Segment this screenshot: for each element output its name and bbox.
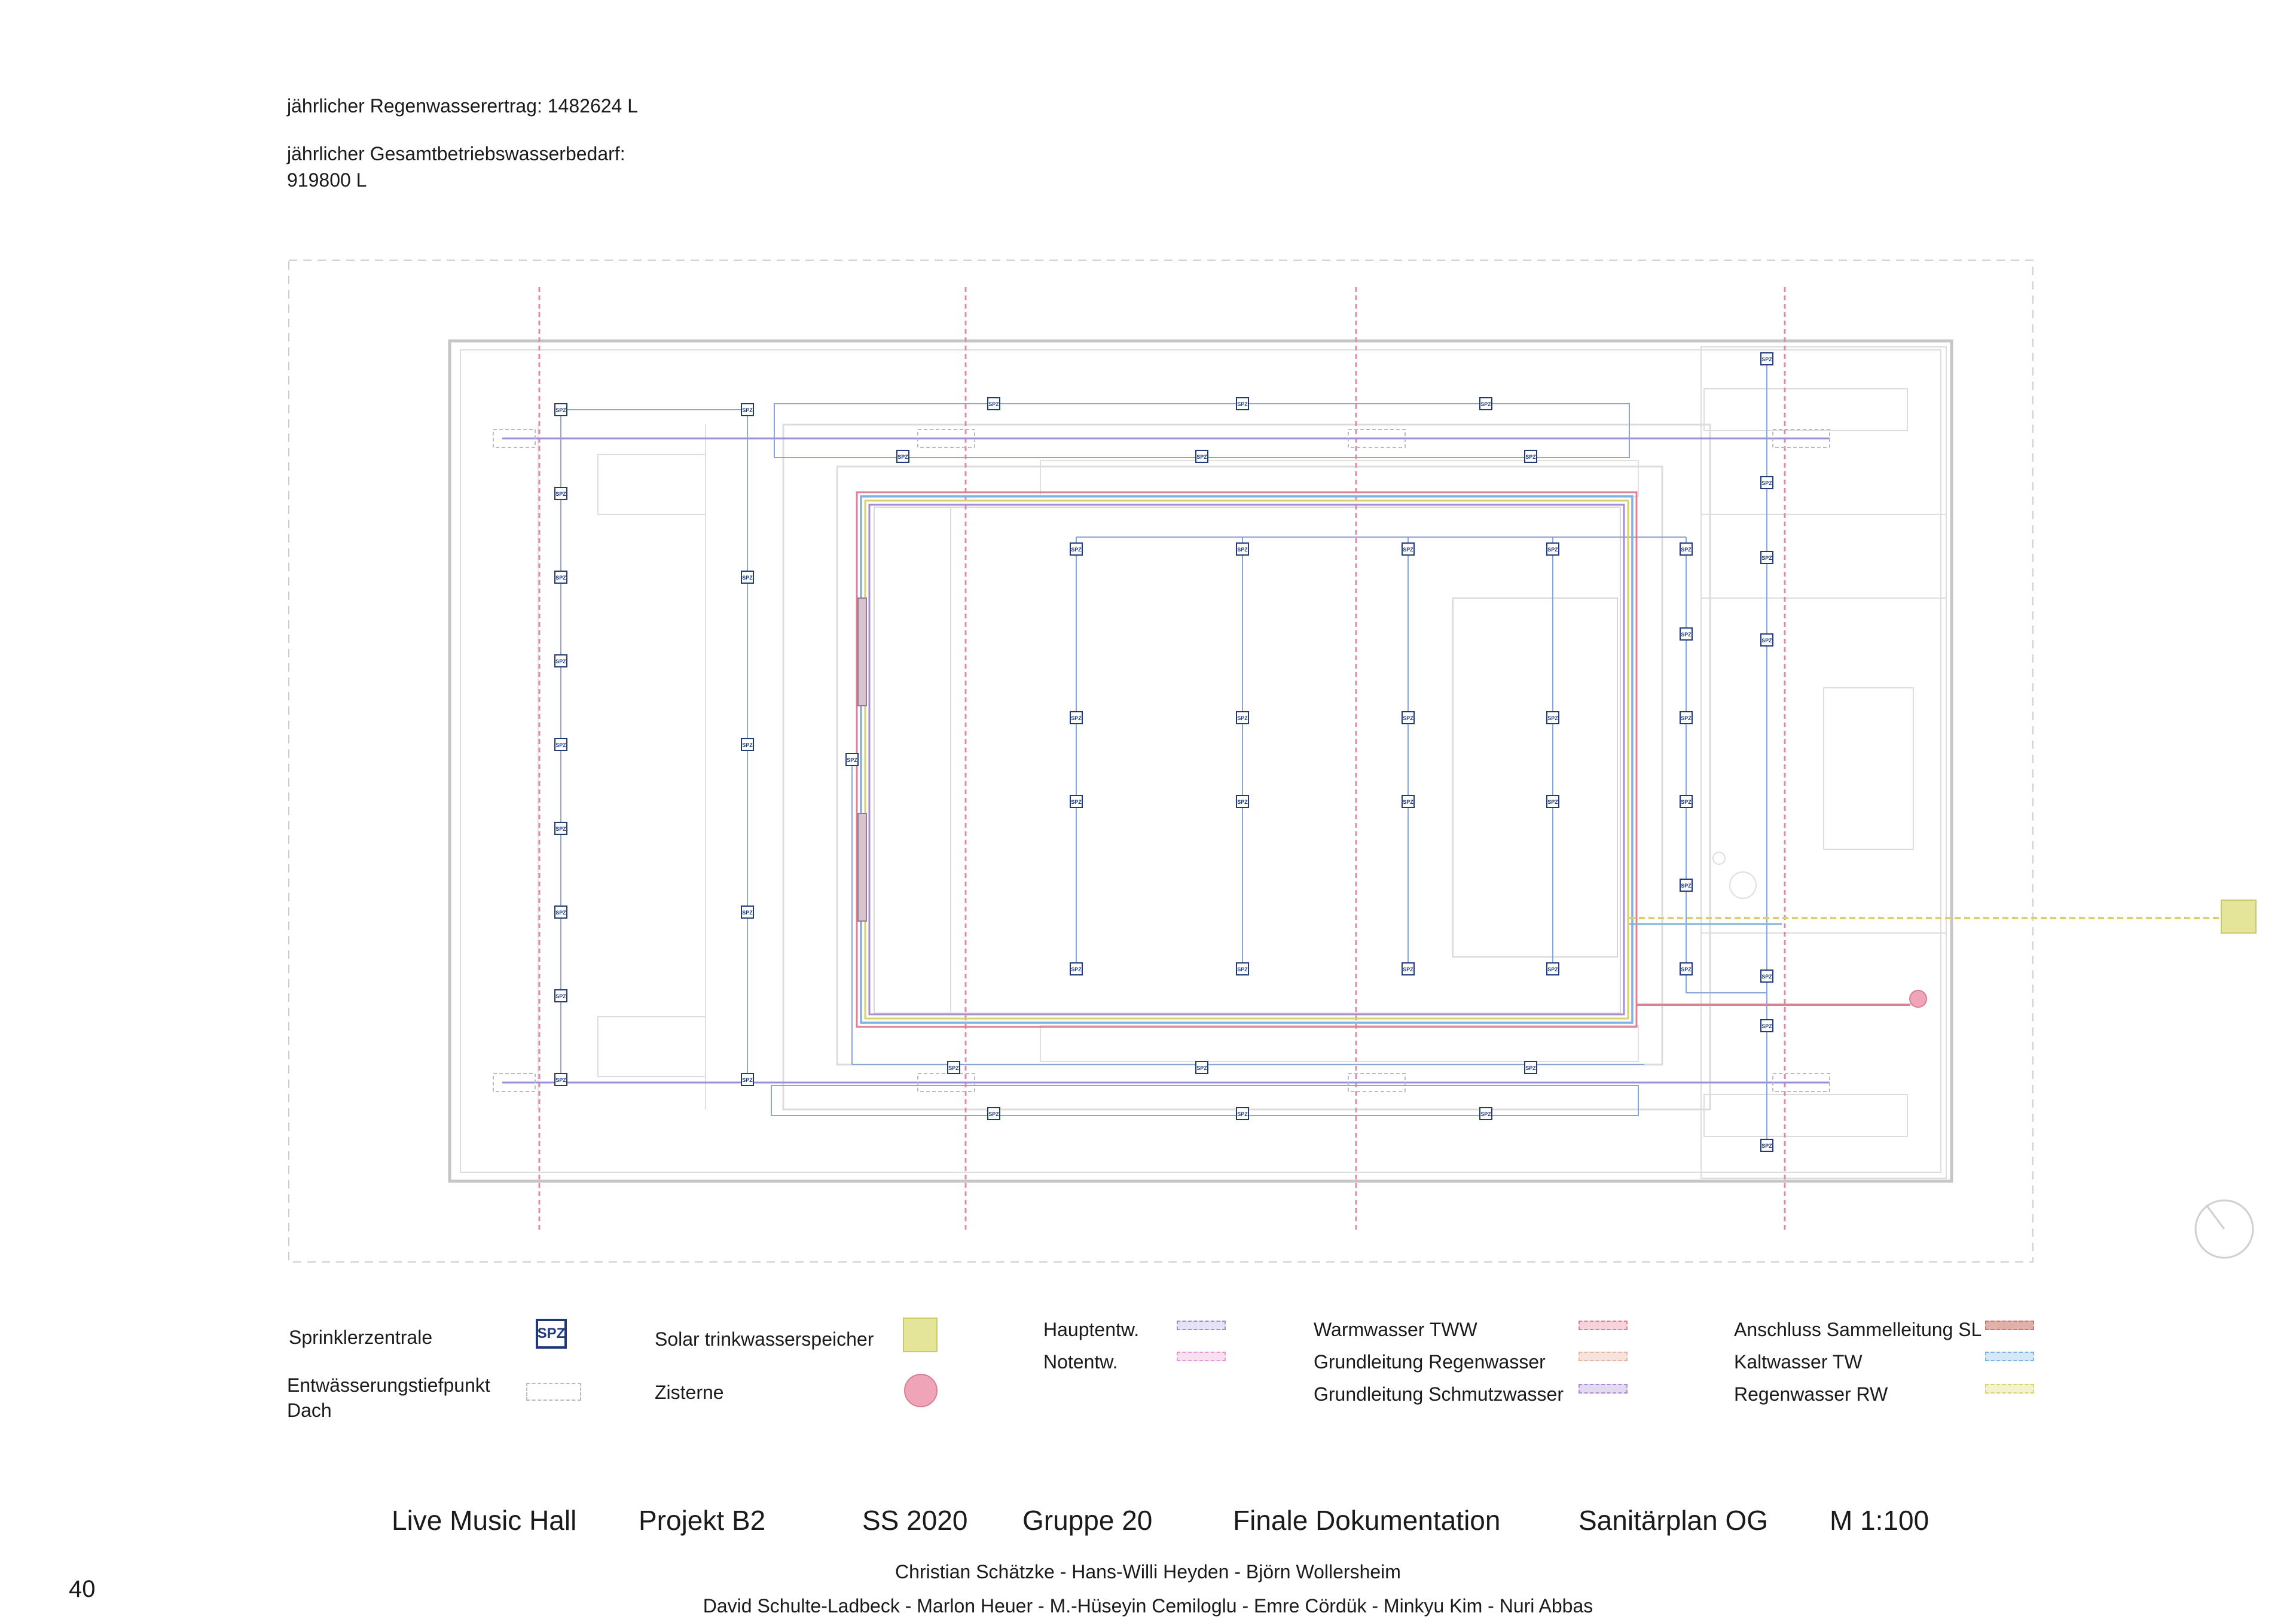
svg-text:SPZ: SPZ (1761, 638, 1772, 644)
svg-text:SPZ: SPZ (1196, 454, 1207, 460)
svg-text:SPZ: SPZ (847, 757, 857, 763)
footer-plan: Sanitärplan OG (1578, 1505, 1769, 1536)
footer-semester: SS 2020 (862, 1505, 968, 1536)
svg-text:SPZ: SPZ (1761, 1023, 1772, 1029)
sprinkler-marker (948, 1062, 960, 1074)
site-boundary (289, 260, 2033, 1262)
legend-cistern-label: Zisterne (655, 1382, 724, 1403)
svg-text:SPZ: SPZ (742, 910, 753, 916)
svg-text:SPZ: SPZ (948, 1065, 959, 1071)
emergency-drain-verticals (539, 287, 1785, 1232)
svg-text:SPZ: SPZ (555, 993, 566, 999)
sprinkler-marker (1547, 712, 1559, 724)
sprinkler-marker (988, 1108, 1000, 1120)
svg-text:SPZ: SPZ (1761, 356, 1772, 362)
svg-text:SPZ: SPZ (1237, 401, 1248, 407)
sprinkler-marker (1402, 795, 1414, 807)
main-drain-horizontals (502, 438, 1830, 1083)
sprinkler-marker (1761, 551, 1773, 563)
legend-cold-water-swatch (1985, 1352, 2034, 1361)
svg-text:SPZ: SPZ (1547, 547, 1558, 553)
sprinkler-marker (1761, 634, 1773, 646)
svg-text:SPZ: SPZ (1071, 967, 1082, 972)
sprinkler-marker (555, 739, 567, 751)
legend-waste-base-label: Grundleitung Schmutzwasser (1314, 1383, 1564, 1405)
legend-rain-base-label: Grundleitung Regenwasser (1314, 1351, 1546, 1373)
legend-rain-base-swatch (1578, 1352, 1628, 1361)
sprinkler-marker (555, 1074, 567, 1086)
svg-text:SPZ: SPZ (742, 742, 753, 748)
svg-text:SPZ: SPZ (1403, 715, 1413, 721)
sprinkler-marker (741, 906, 753, 918)
sprinkler-marker (1680, 712, 1692, 724)
left-riser-2 (858, 813, 866, 921)
svg-text:SPZ: SPZ (555, 826, 566, 832)
left-stair-top (598, 455, 706, 514)
sprinkler-marker (555, 906, 567, 918)
sprinkler-marker (555, 822, 567, 834)
svg-text:SPZ: SPZ (988, 1111, 999, 1117)
sprinkler-marker (555, 487, 567, 499)
legend-main-drain-swatch (1177, 1321, 1226, 1330)
rain-yield-text: jährlicher Regenwasserertrag: 1482624 L (287, 95, 639, 117)
footer-scale: M 1:100 (1830, 1505, 1929, 1536)
sprinkler-marker (1070, 712, 1082, 724)
sprinkler-marker (1761, 353, 1773, 365)
left-stair-bottom (598, 1017, 706, 1077)
svg-text:SPZ: SPZ (1547, 799, 1558, 805)
legend-rain-water-swatch (1985, 1384, 2034, 1394)
corridor-ring-outer (783, 425, 1710, 1109)
legend-cistern-swatch (904, 1374, 938, 1407)
sprinkler-marker (1236, 712, 1248, 724)
sprinkler-marker (1680, 628, 1692, 640)
svg-text:SPZ: SPZ (555, 742, 566, 748)
legend-rain-water-label: Regenwasser RW (1734, 1383, 1888, 1405)
demand-value: 919800 L (287, 169, 367, 191)
sprinkler-marker (1761, 477, 1773, 489)
svg-text:SPZ: SPZ (1237, 799, 1248, 805)
svg-text:SPZ: SPZ (1681, 715, 1692, 721)
sprinkler-marker (1402, 543, 1414, 555)
svg-text:SPZ: SPZ (555, 1077, 566, 1083)
svg-text:SPZ: SPZ (1071, 799, 1082, 805)
sprinkler-marker (1480, 1108, 1492, 1120)
demand-label: jährlicher Gesamtbetriebswasserbedarf: (287, 143, 625, 164)
svg-text:SPZ: SPZ (1237, 1111, 1248, 1117)
sprinkler-marker (1236, 1108, 1248, 1120)
page-number: 40 (69, 1576, 96, 1602)
sprinkler-marker (1525, 450, 1537, 462)
svg-text:SPZ: SPZ (1681, 799, 1692, 805)
sprinkler-marker (1236, 795, 1248, 807)
sprinkler-marker (741, 571, 753, 583)
svg-text:SPZ: SPZ (1761, 974, 1772, 980)
footer-doc: Finale Dokumentation (1233, 1505, 1501, 1536)
sprinkler-marker (741, 1074, 753, 1086)
svg-text:SPZ: SPZ (1480, 1111, 1491, 1117)
toilets-bottom (1040, 1026, 1638, 1062)
sprinkler-marker (1236, 398, 1248, 410)
svg-text:SPZ: SPZ (1761, 480, 1772, 486)
hall-pipe-bundle (857, 492, 1636, 1027)
svg-text:SPZ: SPZ (742, 407, 753, 413)
sprinkler-marker (1547, 963, 1559, 975)
legend-collector-swatch (1985, 1321, 2034, 1330)
sprinkler-marker (1070, 795, 1082, 807)
sprinkler-marker (1236, 543, 1248, 555)
sprinkler-marker (1680, 795, 1692, 807)
svg-text:SPZ: SPZ (897, 454, 908, 460)
sprinkler-marker (1680, 879, 1692, 891)
main-hall (861, 496, 1632, 1023)
legend-cold-water-label: Kaltwasser TW (1734, 1351, 1863, 1373)
sprinkler-marker (1480, 398, 1492, 410)
sprinkler-marker (988, 398, 1000, 410)
sprinkler-marker (1070, 543, 1082, 555)
legend-drain-label-2: Dach (287, 1400, 332, 1421)
svg-text:SPZ: SPZ (1547, 967, 1558, 972)
svg-text:SPZ: SPZ (988, 401, 999, 407)
svg-text:SPZ: SPZ (1761, 555, 1772, 561)
sprinkler-marker (1680, 963, 1692, 975)
svg-text:SPZ: SPZ (1403, 547, 1413, 553)
legend-hot-water-swatch (1578, 1321, 1628, 1330)
svg-text:SPZ: SPZ (1237, 967, 1248, 972)
hall-inner (874, 507, 1620, 1013)
svg-text:SPZ: SPZ (1681, 632, 1692, 638)
sprinkler-marker (1196, 450, 1208, 462)
sprinkler-marker (1547, 795, 1559, 807)
footer-code: Projekt B2 (639, 1505, 766, 1536)
svg-text:SPZ: SPZ (555, 575, 566, 581)
svg-text:SPZ: SPZ (1237, 547, 1248, 553)
corridor-ring-inner (837, 467, 1662, 1065)
legend-emergency-drain-swatch (1177, 1352, 1226, 1361)
svg-text:SPZ: SPZ (555, 910, 566, 916)
sprinkler-marker (1680, 543, 1692, 555)
svg-text:SPZ: SPZ (1403, 799, 1413, 805)
legend-waste-base-swatch (1578, 1384, 1628, 1394)
sprinkler-marker (1525, 1062, 1537, 1074)
legend-sprinkler-symbol: SPZ (536, 1319, 567, 1349)
cistern (1910, 990, 1926, 1007)
sprinkler-marker (1070, 963, 1082, 975)
svg-text:SPZ: SPZ (1196, 1065, 1207, 1071)
svg-text:SPZ: SPZ (1525, 1065, 1536, 1071)
sprinkler-markers (555, 353, 1773, 1151)
svg-text:SPZ: SPZ (1761, 1143, 1772, 1149)
svg-text:SPZ: SPZ (1403, 967, 1413, 972)
sprinkler-marker (555, 655, 567, 667)
building-inner (460, 350, 1941, 1172)
svg-text:SPZ: SPZ (742, 575, 753, 581)
sprinkler-marker (555, 404, 567, 416)
legend-hot-water-label: Warmwasser TWW (1314, 1319, 1477, 1340)
svg-text:SPZ: SPZ (1681, 547, 1692, 553)
sprinkler-marker (741, 404, 753, 416)
svg-text:SPZ: SPZ (1547, 715, 1558, 721)
svg-text:SPZ: SPZ (555, 407, 566, 413)
roof-drain-points (493, 429, 1830, 1092)
sprinkler-marker (555, 571, 567, 583)
sprinkler-marker (1761, 1020, 1773, 1032)
sprinkler-marker (897, 450, 909, 462)
legend-drain-symbol (526, 1383, 581, 1401)
legend-main-drain-label: Hauptentw. (1043, 1319, 1140, 1340)
legend-collector-label: Anschluss Sammelleitung SL (1734, 1319, 1982, 1340)
sprinkler-marker (1402, 712, 1414, 724)
legend-sprinkler-label: Sprinklerzentrale (289, 1327, 433, 1348)
svg-text:SPZ: SPZ (1480, 401, 1491, 407)
svg-text:SPZ: SPZ (555, 491, 566, 497)
legend-solar-swatch (903, 1318, 938, 1352)
footer-group: Gruppe 20 (1022, 1505, 1153, 1536)
left-riser-1 (858, 598, 866, 706)
svg-text:SPZ: SPZ (1071, 547, 1082, 553)
legend-emergency-drain-label: Notentw. (1043, 1351, 1118, 1373)
legend-solar-label: Solar trinkwasserspeicher (655, 1328, 874, 1350)
footer-authors-2: David Schulte-Ladbeck - Marlon Heuer - M.-Hüseyin Cemiloglu - Emre Cördük - Minkyu Kim - Nuri Abbas (703, 1595, 1593, 1617)
sprinkler-marker (555, 990, 567, 1002)
sprinkler-marker (1547, 543, 1559, 555)
stage-area (1453, 598, 1617, 957)
sprinkler-marker (1196, 1062, 1208, 1074)
svg-text:SPZ: SPZ (1525, 454, 1536, 460)
right-stair-bottom (1704, 1094, 1907, 1136)
svg-text:SPZ: SPZ (1071, 715, 1082, 721)
sprinkler-marker (741, 739, 753, 751)
footer-project: Live Music Hall (392, 1505, 577, 1536)
legend-drain-label-1: Entwässerungstiefpunkt (287, 1374, 490, 1396)
sprinkler-marker (846, 754, 858, 766)
svg-text:SPZ: SPZ (1681, 883, 1692, 889)
svg-text:SPZ: SPZ (1681, 967, 1692, 972)
sprinkler-marker (1761, 1139, 1773, 1151)
right-room-table (1824, 688, 1913, 849)
svg-text:SPZ: SPZ (1237, 715, 1248, 721)
footer-authors-1: Christian Schätzke - Hans-Willi Heyden - Björn Wollersheim (895, 1561, 1401, 1583)
sprinkler-marker (1761, 970, 1773, 982)
right-stair-top (1704, 389, 1907, 431)
svg-text:SPZ: SPZ (555, 658, 566, 664)
svg-text:SPZ: SPZ (742, 1077, 753, 1083)
sprinkler-marker (1402, 963, 1414, 975)
sprinkler-marker (1236, 963, 1248, 975)
solar-storage (2221, 900, 2256, 933)
